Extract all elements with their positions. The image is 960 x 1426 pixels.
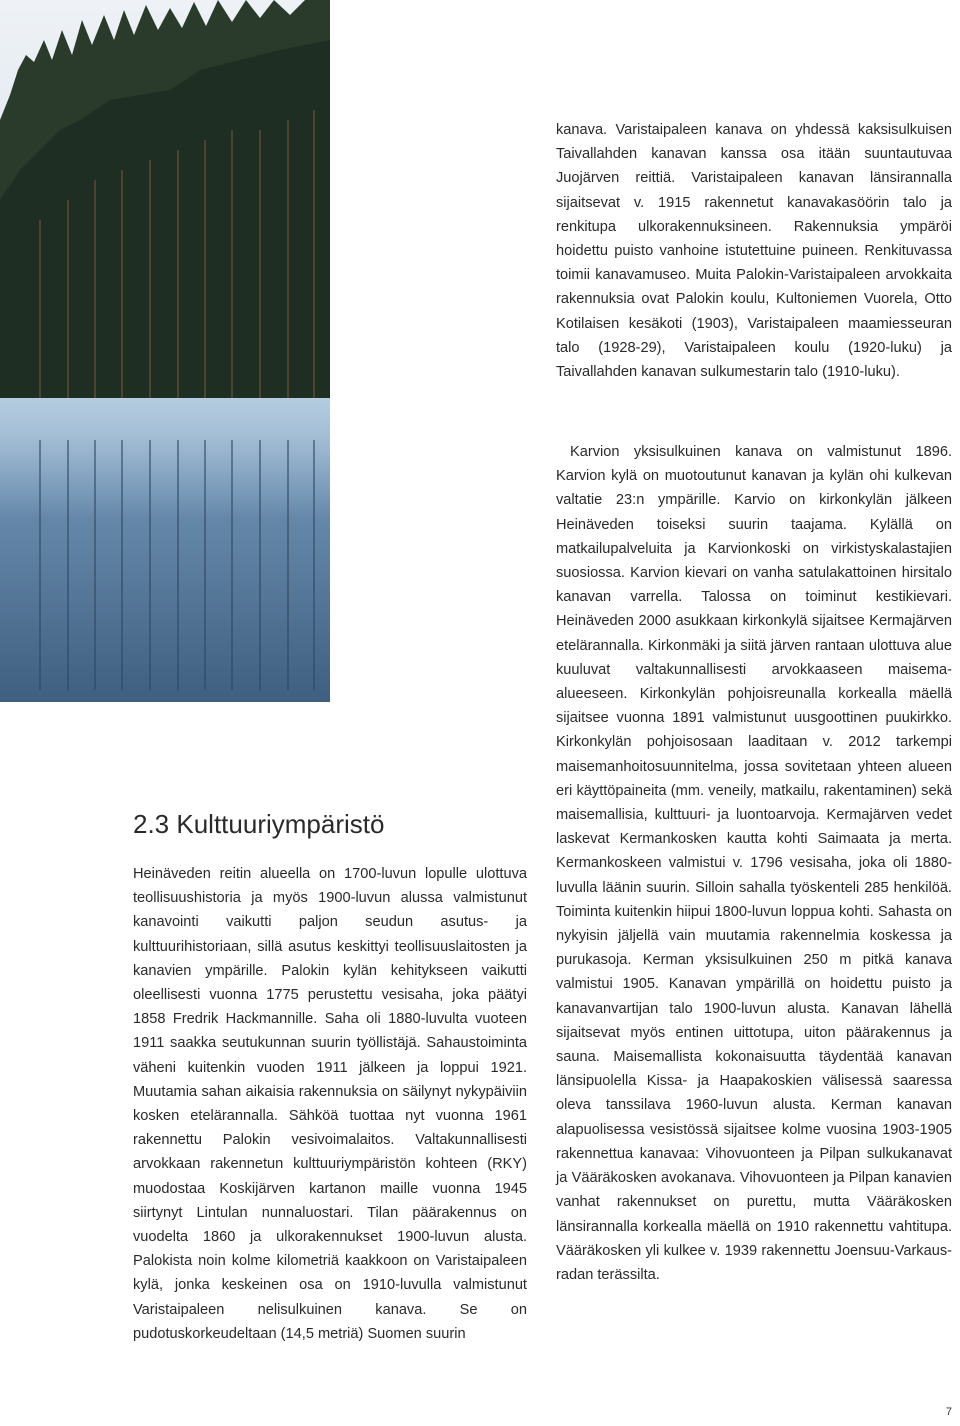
right-column-bottom-text — [556, 440, 952, 1287]
left-column-section — [133, 808, 527, 1346]
paragraph-palokki: Heinäveden reitin alueella on 1700-luvun lopulle ulottuva teollisuushistoria ja myös 1900-luvun alussa valmistunut kanavointi vaikutti paljon seudun asutus- ja kulttuurihistoriaan, sillä asutus keskittyi teollisuuslaitosten ja kanavien ympärille. Palokin kylän kehitykseen vaikutti oleellisesti vuonna 1775 perustettu vesisaha, joka päätyi 1858 Fredrik Hackmannille. Saha oli 1880-luvulta vuoteen 1911 saakka seutukunnan suurin työllistäjä. Sahaustoiminta väheni kuitenkin vuoden 1911 jälkeen ja loppui 1921. Muutamia sahan aikaisia rakennuksia on säilynyt nykypäiviin kosken etelärannalla. Sähköä tuottaa nyt vuonna 1961 rakennettu Palokin vesivoimalaitos. Valtakunnallisesti arvokkaan rakennetun kulttuuriympäristön kohteen (RKY) muodostaa Koskijärven kartanon maille vuonna 1945 siirtynyt Lintulan nunnaluostari. Tilan päärakennus on vuodelta 1860 ja ulkorakennukset 1900-luvun alusta. Palokista noin kolme kilometriä kaakkoon on Varistaipaleen kylä, jonka keskeinen osa on 1910-luvulla valmistunut Varistaipaleen nelisulkuinen kanava. Se on pudotuskorkeudeltaan (14,5 metriä) Suomen suurin — [133, 866, 527, 1342]
page-number: 7 — [945, 1406, 952, 1418]
section-heading: 2.3 Kulttuuriympäristö — [133, 809, 385, 839]
paragraph-karvio: Karvion yksisulkuinen kanava on valmistunut 1896. Karvion kylä on muotoutunut kanavan ja kylän ohi kulkevan valtatie 23:n ympärille. Karvio on kirkonkylän jälkeen Heinäveden toiseksi suurin taajama. Kylällä on matkailupalveluita ja Karvionkoski on virkistyskalastajien suosiossa. Karvion kievari on vanha satulakattoinen hirsitalo kanavan varrella. Talossa on toiminut kestikievari. Heinäveden 2000 asukkaan kirkonkylä sijaitsee Kermajärven etelärannalla. Kirkonmäki ja siitä järven rantaan ulottuva alue kuuluvat valtakunnallisesti arvokkaaseen maisema-alueeseen. Kirkonkylän pohjoisreunalla korkealla mäellä sijaitsee vuonna 1891 valmistunut uusgoottinen puukirkko. Kirkonkylän pohjoisosaan laaditaan v. 2012 tarkempi maisemanhoitosuunnitelma, jossa sovitetaan yhteen alueen eri käyttöpaineita (mm. veneily, matkailu, rakentaminen) sekä maisemallisia, kulttuuri- ja luontoarvoja. Kermajärven vedet laskevat Kermankosken kautta kohti Saimaata ja merta. Kermankoskeen valmistui v. 1796 vesisaha, joka oli 1880-luvulla läänin suurin. Silloin sahalla työskenteli 285 henkilöä. Toiminta kuitenkin hiipui 1800-luvun loppua kohti. Sahasta on nykyisin jäljellä vain muutamia rakennelmia koskessa ja purukasoja. Kerman yksisulkuinen 250 m pitkä kanava valmistui 1905. Kanavan ympärillä on hoidettu puisto ja kanavanvartijan talo 1900-luvun alusta. Kanavan lähellä sijaitsevat myös entinen uittotupa, uiton päärakennus ja sauna. Maisemallista kokonaisuutta täydentää kanavan länsipuolella Kissa- ja Haapakoskien välisessä saaressa oleva tanssilava 1960-luvun alusta. Kerman kanavan alapuolisessa vesistössä sijaitsee kolme vuosina 1903-1905 rakennettua kanavaa: Vihovuonteen ja Pilpan sulkukanavat ja Vääräkosken avokanava. Vihovuonteen ja Pilpan kanavien vanhat rakennukset on purettu, mutta Vääräkosken länsirannalla korkealla mäellä on 1910 rakennettu vahtitupa. Vääräkosken yli kulkee v. 1939 rakennettu Joensuu-Varkaus- radan terässilta. — [556, 444, 952, 1283]
right-column-top-text — [556, 118, 952, 384]
lake-forest-photo — [0, 0, 330, 702]
paragraph-varistaipale: kanava. Varistaipaleen kanava on yhdessä kaksisulkuisen Taivallahden kanavan kanssa osa itään suuntautuvaa Juojärven reittiä. Varistaipaleen kanavan länsirannalla sijaitsevat v. 1915 rakennetut kanavakasöörin talo ja renkitupa ulkorakennuksineen. Rakennuksia ympäröi hoidettu puisto vanhoine istutettuine puineen. Renkituvassa toimii kanavamuseo. Muita Palokin-Varistaipaleen arvokkaita rakennuksia ovat Palokin koulu, Kultoniemen Vuorela, Otto Kotilaisen kesäkoti (1903), Varistaipaleen maamiesseuran talo (1928-29), Varistaipaleen koulu (1920-luku) ja Taivallahden kanavan sulkumestarin talo (1910-luku). — [556, 122, 952, 381]
